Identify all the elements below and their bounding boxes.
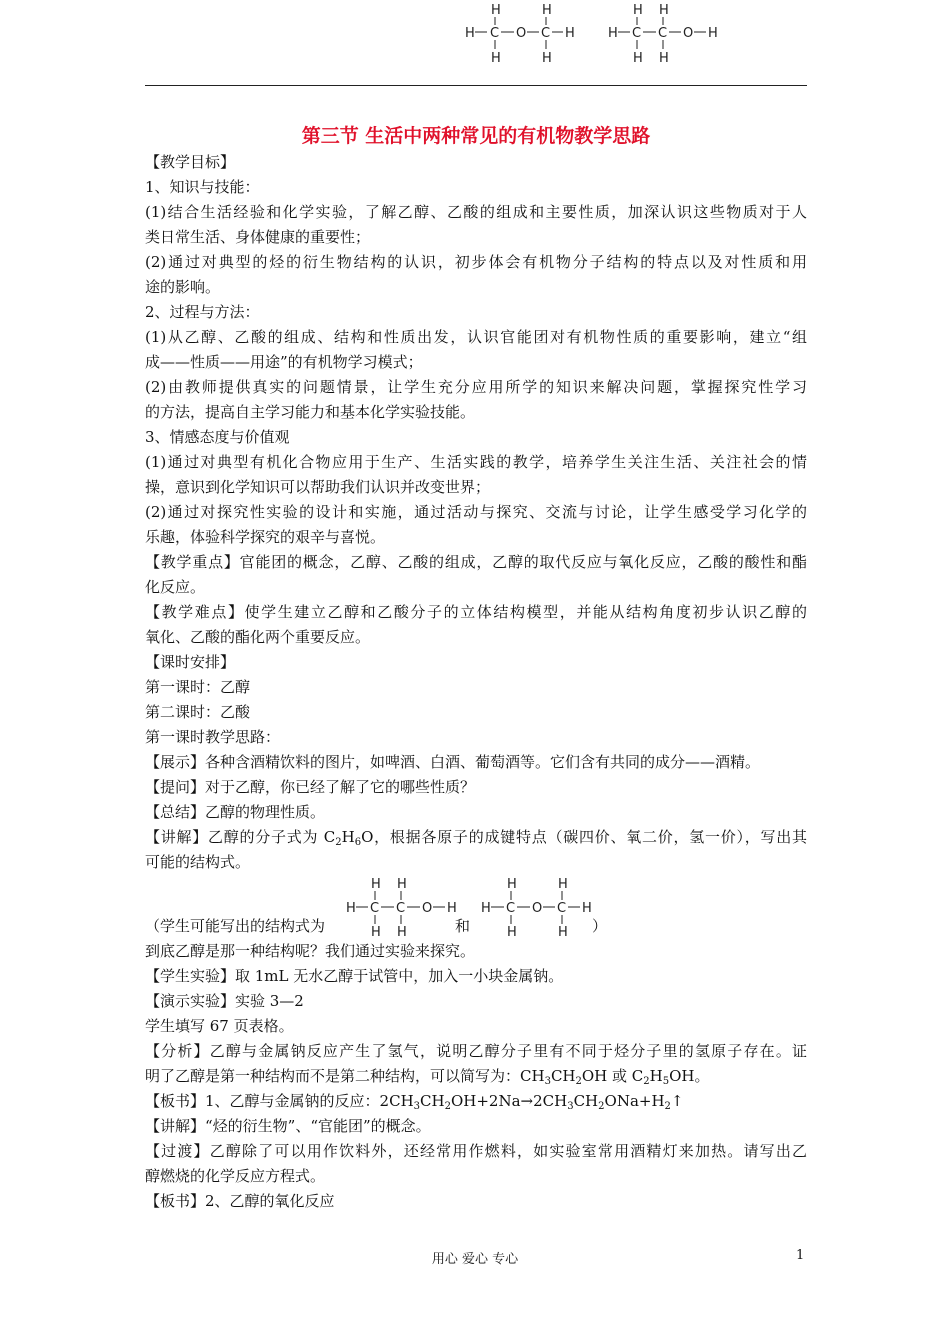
svg-text:O: O <box>516 26 527 41</box>
text-line: (1)通过对典型有机化合物应用于生产、生活实践的教学，培养学生关注生活、关注社会的情 <box>145 453 807 471</box>
text-line: (2)由教师提供真实的问题情景，让学生充分应用所学的知识来解决问题，掌握探究性学习 <box>145 378 807 396</box>
text-line: 可能的结构式。 <box>145 853 251 871</box>
analysis-line: 明了乙醇是第一种结构而不是第二种结构，可以简写为：$CH_3CH_2OH$ 或 $C_2H_5OH$。 <box>145 1067 710 1087</box>
text-line: 【板书】2、乙醇的氧化反应 <box>145 1192 335 1210</box>
svg-text:H: H <box>346 901 356 916</box>
text-line: 【分析】乙醇与金属钠反应产生了氢气，说明乙醇分子里有不同于烃分子里的氢原子存在。证 <box>145 1042 807 1060</box>
text-line: 化反应。 <box>145 578 206 596</box>
formula-prefix: （学生可能写出的结构式为 <box>145 917 326 935</box>
svg-text:H: H <box>507 925 517 939</box>
svg-text:H: H <box>582 901 592 916</box>
top-structural-formulas <box>0 0 950 72</box>
svg-text:H: H <box>371 877 381 892</box>
text-line: (1)结合生活经验和化学实验，了解乙醇、乙酸的组成和主要性质，加深认识这些物质对于人 <box>145 203 807 221</box>
text-line: (2)通过对典型的烃的衍生物结构的认识，初步体会有机物分子结构的特点以及对性质和用 <box>145 253 807 271</box>
text-line: 第二课时：乙酸 <box>145 703 251 721</box>
svg-text:C: C <box>370 901 380 916</box>
svg-text:H: H <box>542 3 552 18</box>
section-title: 第三节 生活中两种常见的有机物教学思路 <box>301 125 651 147</box>
text-line: 成——性质——用途”的有机物学习模式； <box>145 353 423 371</box>
lecture-line: 【讲解】乙醇的分子式为 $C_2H_6O$，根据各原子的成键特点（碳四价、氧二价，氢一价），写出其 <box>145 828 807 848</box>
text-line: 醇燃烧的化学反应方程式。 <box>145 1167 326 1185</box>
svg-text:C: C <box>396 901 406 916</box>
text-line: 【教学目标】 <box>145 153 236 171</box>
svg-text:H: H <box>565 26 575 41</box>
svg-text:C: C <box>490 26 500 41</box>
text-line: 第一课时教学思路： <box>145 728 281 746</box>
text-line: 操，意识到化学知识可以帮助我们认识并改变世界； <box>145 478 491 496</box>
svg-text:H: H <box>633 51 643 66</box>
text-line: 【课时安排】 <box>145 653 236 671</box>
formula-ethanol-top <box>608 3 718 66</box>
svg-text:H: H <box>465 26 475 41</box>
text-line: 【演示实验】实验 3—2 <box>145 992 304 1010</box>
svg-text:C: C <box>632 26 642 41</box>
svg-text:H: H <box>558 877 568 892</box>
text-line: 【过渡】乙醇除了可以用作饮料外，还经常用作燃料，如实验室常用酒精灯来加热。请写出乙 <box>145 1142 807 1160</box>
text-line: 【教学重点】官能团的概念，乙醇、乙酸的组成，乙醇的取代反应与氧化反应，乙酸的酸性和酯 <box>145 553 807 571</box>
svg-text:H: H <box>507 877 517 892</box>
page-number: 1 <box>796 1248 805 1263</box>
svg-text:H: H <box>542 51 552 66</box>
svg-text:H: H <box>481 901 491 916</box>
text-line: 【教学难点】使学生建立乙醇和乙酸分子的立体结构模型，并能从结构角度初步认识乙醇的 <box>145 603 807 621</box>
svg-text:H: H <box>608 26 618 41</box>
formula-ether-top <box>465 3 575 66</box>
svg-text:O: O <box>683 26 694 41</box>
text-line: 1、知识与技能： <box>145 178 260 196</box>
svg-text:H: H <box>558 925 568 939</box>
svg-text:C: C <box>541 26 551 41</box>
svg-text:H: H <box>491 51 501 66</box>
text-line: 【提问】对于乙醇，你已经了解了它的哪些性质？ <box>145 778 476 796</box>
text-line: 乐趣，体验科学探究的艰辛与喜悦。 <box>145 528 386 546</box>
text-line: 3、情感态度与价值观 <box>145 428 290 446</box>
text-line: 学生填写 67 页表格。 <box>145 1017 294 1035</box>
structural-formula-row <box>145 875 807 939</box>
text-line: 【总结】乙醇的物理性质。 <box>145 803 326 821</box>
text-line: 氧化、乙酸的酯化两个重要反应。 <box>145 628 371 646</box>
svg-text:C: C <box>557 901 567 916</box>
svg-text:C: C <box>506 901 516 916</box>
text-line: 【讲解】“烃的衍生物”、“官能团”的概念。 <box>145 1117 431 1135</box>
footer-slogan: 用心 爱心 专心 <box>431 1252 519 1267</box>
formula-close: ） <box>592 917 608 935</box>
svg-text:H: H <box>397 925 407 939</box>
svg-text:H: H <box>491 3 501 18</box>
svg-text:H: H <box>371 925 381 939</box>
text-line: 类日常生活、身体健康的重要性； <box>145 228 371 246</box>
header-rule <box>145 85 807 86</box>
inline-structural-formulas <box>145 875 807 939</box>
board-line: 【板书】1、乙醇与金属钠的反应：$2CH_3CH_2OH+2Na\to 2CH_3CH_2ONa+H_2↑$ <box>145 1092 684 1112</box>
svg-text:H: H <box>708 26 718 41</box>
text-line: 【学生实验】取 1mL 无水乙醇于试管中，加入一小块金属钠。 <box>145 967 564 985</box>
svg-text:H: H <box>633 3 643 18</box>
svg-text:H: H <box>659 3 669 18</box>
text-line: 【展示】各种含酒精饮料的图片，如啤酒、白酒、葡萄酒等。它们含有共同的成分——酒精。 <box>145 753 761 771</box>
document-body <box>145 150 807 1214</box>
text-line: 途的影响。 <box>145 278 221 296</box>
svg-text:C: C <box>658 26 668 41</box>
formula-and: 和 <box>455 917 471 935</box>
svg-text:O: O <box>422 901 433 916</box>
text-line: 到底乙醇是那一种结构呢？我们通过实验来探究。 <box>145 942 476 960</box>
text-line: (2)通过对探究性实验的设计和实施，通过活动与探究、交流与讨论，让学生感受学习化学的 <box>145 503 807 521</box>
text-line: 第一课时：乙醇 <box>145 678 251 696</box>
formula-ether-inline <box>481 877 592 939</box>
text-line: (1)从乙醇、乙酸的组成、结构和性质出发，认识官能团对有机物性质的重要影响，建立“组 <box>145 328 807 346</box>
svg-text:H: H <box>397 877 407 892</box>
svg-text:H: H <box>447 901 457 916</box>
formula-ethanol-inline <box>346 877 457 939</box>
text-line: 2、过程与方法： <box>145 303 260 321</box>
svg-text:H: H <box>659 51 669 66</box>
text-line: 的方法，提高自主学习能力和基本化学实验技能。 <box>145 403 476 421</box>
svg-text:O: O <box>532 901 543 916</box>
